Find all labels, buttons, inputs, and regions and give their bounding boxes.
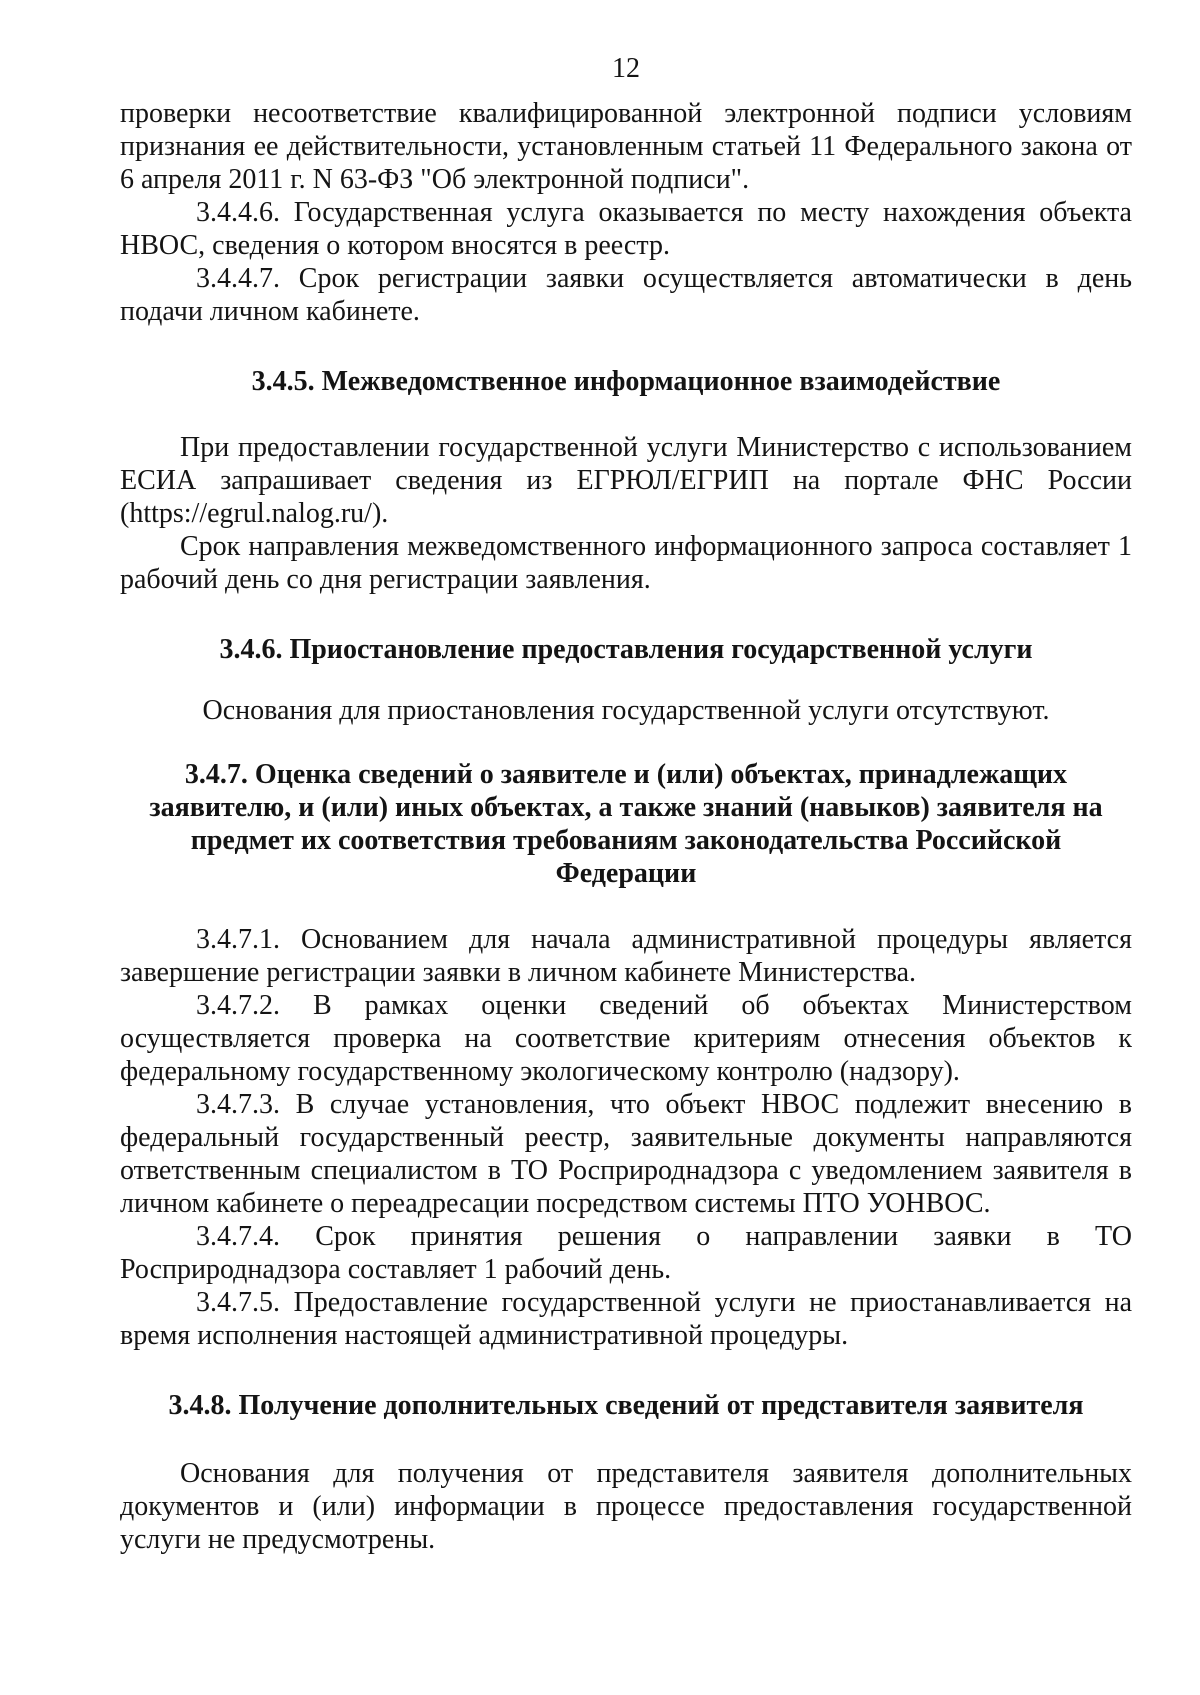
heading-3-4-7: 3.4.7. Оценка сведений о заявителе и (или) объектах, принадлежащих заявителю, и (или) иных объектах, а также знаний (навыков) заявителя на предмет их соответствия требованиям законодательства Российской Федерации: [149, 759, 1103, 889]
paragraph-3-4-8-1: Основания для получения от представителя заявителя дополнительных документов и (или) информации в процессе предоставления государственной услуги не предусмотрены.: [120, 1458, 1132, 1555]
paragraph-3-4-7-5: 3.4.7.5. Предоставление государственной услуги не приостанавливается на время исполнения настоящей административной процедуры.: [120, 1287, 1132, 1351]
paragraph-3-4-7-1: 3.4.7.1. Основанием для начала административной процедуры является завершение регистрации заявки в личном кабинете Министерства.: [120, 924, 1132, 988]
paragraph-3-4-7-4: 3.4.7.4. Срок принятия решения о направлении заявки в ТО Росприроднадзора составляет 1 рабочий день.: [120, 1221, 1132, 1285]
page-number: 12: [612, 53, 640, 84]
intro-continuation-paragraph: проверки несоответствие квалифицированной электронной подписи условиям признания ее действительности, установленным статьей 11 Федерального закона от 6 апреля 2011 г. N 63-ФЗ "Об электронной подписи".: [120, 98, 1132, 195]
paragraph-3-4-7-3: 3.4.7.3. В случае установления, что объект НВОС подлежит внесению в федеральный государственный реестр, заявительные документы направляются ответственным специалистом в ТО Росприроднадзора с уведомлением заявителя в личном кабинете о переадресации посредством системы ПТО УОНВОС.: [120, 1089, 1132, 1219]
heading-3-4-8: 3.4.8. Получение дополнительных сведений от представителя заявителя: [168, 1390, 1084, 1421]
paragraph-3-4-5-1: При предоставлении государственной услуги Министерство с использованием ЕСИА запрашивает сведения из ЕГРЮЛ/ЕГРИП на портале ФНС России (https://egrul.nalog.ru/).: [120, 432, 1132, 529]
paragraph-3-4-6-1: Основания для приостановления государственной услуги отсутствуют.: [202, 695, 1050, 726]
paragraph-3-4-4-7: 3.4.4.7. Срок регистрации заявки осуществляется автоматически в день подачи личном кабинете.: [120, 263, 1132, 327]
heading-3-4-5: 3.4.5. Межведомственное информационное взаимодействие: [251, 366, 1001, 397]
paragraph-3-4-4-6: 3.4.4.6. Государственная услуга оказывается по месту нахождения объекта НВОС, сведения о котором вносятся в реестр.: [120, 197, 1132, 261]
heading-3-4-6: 3.4.6. Приостановление предоставления государственной услуги: [219, 634, 1033, 665]
paragraph-3-4-5-2: Срок направления межведомственного информационного запроса составляет 1 рабочий день со дня регистрации заявления.: [120, 531, 1132, 595]
document-page: [120, 52, 1132, 1556]
paragraph-3-4-7-2: 3.4.7.2. В рамках оценки сведений об объектах Министерством осуществляется проверка на соответствие критериям отнесения объектов к федеральному государственному экологическому контролю (надзору).: [120, 990, 1132, 1087]
